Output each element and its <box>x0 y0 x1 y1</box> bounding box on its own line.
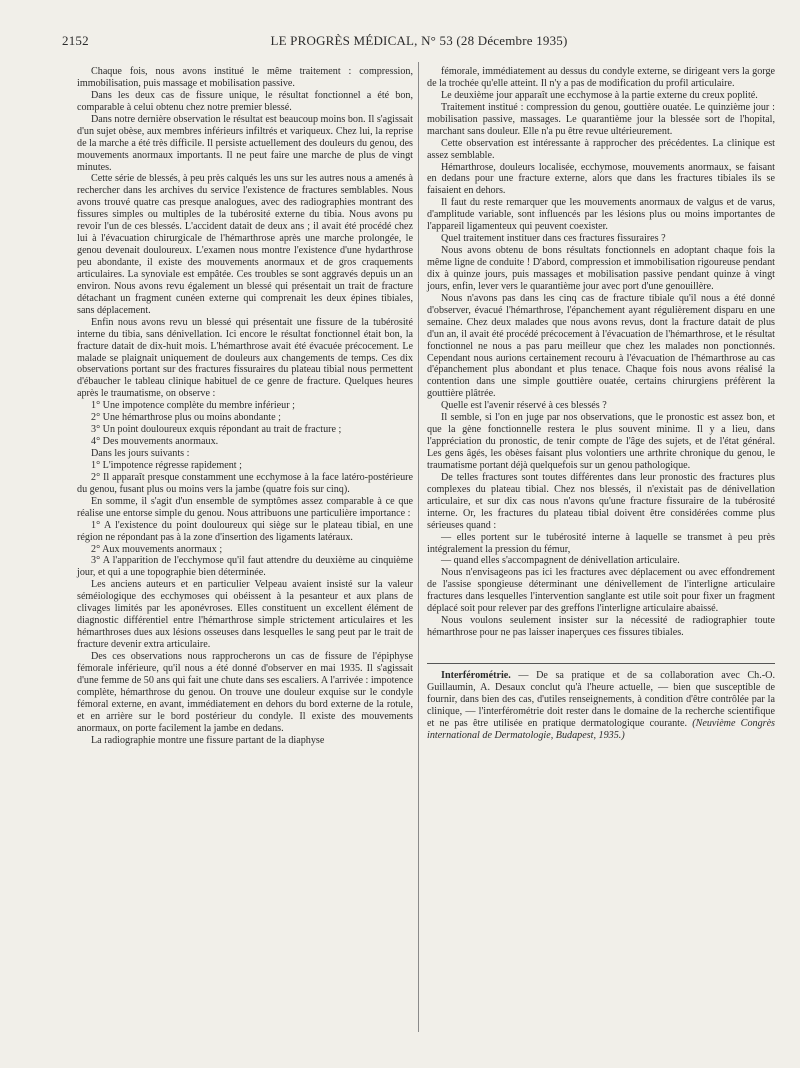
paragraph: Nous voulons seulement insister sur la nécessité de radiographier toute hémarthrose pour ne pas laisser inaperçues ces fissures tibiales. <box>427 615 775 639</box>
paragraph: Hémarthrose, douleurs localisée, ecchymose, mouvements anormaux, se faisant en dedans pour une fracture externe, alors que dans les fractures tibiales ils se faisaient en dehors. <box>427 161 775 197</box>
right-text-column <box>427 66 775 742</box>
paragraph: — elles portent sur le tubérosité interne à laquelle se transmet à peu près intégralement la pression du fémur, <box>427 531 775 555</box>
paragraph: Quel traitement instituer dans ces fractures fissuraires ? <box>441 233 666 245</box>
paragraph: Cette observation est intéressante à rapprocher des précédentes. La clinique est assez semblable. <box>427 137 775 161</box>
paragraph: Nous n'envisageons pas ici les fractures avec déplacement ou avec effondrement de l'assise spongieuse déterminant une dénivellement de l'interligne articulaire fractures dans lesquelles l'intervention sanglante est utile soit pour fixer un fragment déplacé soit pour relever par des greffons l'interligne articulaire abaissé. <box>427 567 775 615</box>
paragraph: 3° Un point douloureux exquis répondant au trait de fracture ; <box>91 424 342 436</box>
note-label: Interférométrie. <box>441 670 511 681</box>
paragraph: Les anciens auteurs et en particulier Velpeau avaient insisté sur la valeur séméiologique des ecchymoses qui obéissent à la pesanteur et aux plans de clivages limités par les aponévroses. Elles constituent un excellent élément de diagnostic différentiel entre l'hémarthrose simple strictement articulaires et les hémarthroses dues aux lésions osseuses dans lesquelles le sang peut par le trait de fracture devenir extra articulaire. <box>77 579 413 650</box>
left-text-column <box>77 66 413 746</box>
note-separator-rule <box>427 663 775 664</box>
paragraph: En somme, il s'agit d'un ensemble de symptômes assez comparable à ce que réalise une entorse simple du genou. Nous attribuons une particulière importance : <box>77 495 413 519</box>
note-text: — De sa pratique et de sa collaboration avec Ch.-O. Guillaumin, A. Desaux conclut qu'à l'heure actuelle, — bien que susceptible de fournir, dans bien des cas, d'utiles renseignements, à condition d'être contrôlée par la clinique, — l'interférométrie doit rester dans le domaine de la recherche scientifique et ne pas être utilisée en pratique dermatologique courante. <box>427 670 775 729</box>
paragraph: De telles fractures sont toutes différentes dans leur pronostic des fractures plus complexes du plateau tibial. Chez nos blessés, il n'existait pas de dénivellation articulaire, et sur dix cas nous n'avons qu'une fracture fissuraire de la tubérosité interne. Or, les fractures du plateau tibial doivent être considérées comme plus sérieuses quand : <box>427 471 775 531</box>
paragraph: Chaque fois, nous avons institué le même traitement : compression, immobilisation, puis massage et mobilisation passive. <box>77 66 413 89</box>
paragraph: Dans les jours suivants : <box>91 448 190 459</box>
right-paragraphs <box>427 66 775 639</box>
paragraph: 2° Il apparaît presque constamment une ecchymose à la face latéro-postérieure du genou, fusant plus ou moins vers la jambe (quatre fois sur cinq). <box>77 471 413 495</box>
paragraph: 1° L'impotence régresse rapidement ; <box>91 459 242 471</box>
page-header <box>62 33 776 51</box>
paragraph: Nous n'avons pas dans les cinq cas de fracture tibiale qu'il nous a été donné d'observer, évacué l'hémarthrose, l'épanchement ayant régulièrement disparu en une semaine. Chez deux malades que nous avons revus, dont la fracture datait de plus d'un an, il avait été procédé précocement à l'évacuation de l'hémarthrose, et le résultat fonctionnel ne nous a pas paru meilleur que chez les malades non ponctionnés. Cependant nous aurions certainement recouru à l'évacuation de l'hémarthrose au cas d'épanchement plus abondant et plus tenace. Chaque fois nous avons réalisé la contention dans une simple gouttière ouatée, certains chirurgiens préfèrent la gouttière plâtrée. <box>427 292 775 400</box>
paragraph: 2° Aux mouvements anormaux ; <box>91 543 223 555</box>
paragraph: Des ces observations nous rapprocherons un cas de fissure de l'épiphyse fémorale inférieure, qu'il nous a été donné d'observer en mai 1935. Il s'agissait d'une femme de 50 ans qui fait une chute dans ses escaliers. A l'arrivée : impotence complète, hémarthrose du genou. On trouve une douleur exquise sur le condyle fémoral externe, en avant, immédiatement en dehors du bord externe de la rotule, et en arrière sur le bord postérieur du condyle. Il existe des mouvements anormaux, on porte facilement la jambe en dedans. <box>77 650 413 734</box>
page-number: 2152 <box>62 33 89 48</box>
paragraph: Dans les deux cas de fissure unique, le résultat fonctionnel a été bon, comparable à celui obtenu chez notre premier blessé. <box>77 89 413 113</box>
paragraph: 1° A l'existence du point douloureux qui siège sur le plateau tibial, en une région ne répondant pas à la zone d'insertion des ligaments latéraux. <box>77 519 413 543</box>
paragraph: Dans notre dernière observation le résultat est beaucoup moins bon. Il s'agissait d'un sujet obèse, aux membres inférieurs infiltrés et variqueux. Chez lui, la reprise de la marche a été très difficile. Il persiste actuellement des douleurs du genou, des mouvements anormaux importants. Il ne peut faire une marche de plus de vingt minutes. <box>77 113 413 173</box>
note-source: (Neuvième Congrès international de Dermatologie, Budapest, 1935.) <box>427 717 776 741</box>
paragraph: Nous avons obtenu de bons résultats fonctionnels en adoptant chaque fois la même ligne de conduite ! D'abord, compression et immobilisation rigoureuse pendant dix à quinze jours, puis massages et mobilisation passive pendant quinze à vingt jours, enfin, lever vers le quarantième jour avec port d'une genouillère. <box>427 245 775 292</box>
paragraph: 4° Des mouvements anormaux. <box>91 436 219 448</box>
paragraph: Le deuxième jour apparaît une ecchymose à la partie externe du creux poplité. <box>441 89 758 101</box>
paragraph: Traitement institué : compression du genou, gouttière ouatée. Le quinzième jour : mobilisation passive, massages. Le quarantième jour la blessée sort de l'hopital, marchant sans douleur. Elle n'a pu être revue ultérieurement. <box>427 101 775 137</box>
column-divider <box>418 62 419 1032</box>
paragraph: 2° Une hémarthrose plus ou moins abondante ; <box>91 412 281 424</box>
paragraph: Il semble, si l'on en juge par nos observations, que le pronostic est assez bon, et que la gène fonctionnelle restera le plus souvent minime. Il y a lieu, dans l'appréciation du pronostic, de tenir compte de l'âge des sujets, et de l'état général. Les gens âgés, les obèses faisant plus volontiers une arthrite chronique du genou, le traumatisme portant déjà quelquefois sur un genou pathologique. <box>427 412 775 471</box>
paragraph: 1° Une impotence complète du membre inférieur ; <box>91 400 295 412</box>
paragraph: — quand elles s'accompagnent de dénivellation articulaire. <box>441 555 680 567</box>
paragraph: 3° A l'apparition de l'ecchymose qu'il faut attendre du deuxième au cinquième jour, et qui a une topographie bien déterminée. <box>77 555 413 579</box>
journal-running-title: LE PROGRÈS MÉDICAL, N° 53 (28 Décembre 1935) <box>270 33 568 48</box>
footnote-interferometrie <box>427 670 775 742</box>
paragraph: fémorale, immédiatement au dessus du condyle externe, se dirigeant vers la gorge de la trochée qu'elle atteint. Il n'y a pas de modification du profil articulaire. <box>427 66 775 89</box>
paragraph: La radiographie montre une fissure partant de la diaphyse <box>91 734 325 746</box>
paragraph: Il faut du reste remarquer que les mouvements anormaux de valgus et de varus, d'amplitude variable, sont influencés par les lésions plus ou moins importantes de l'appareil ligamenteux qui peuvent coexister. <box>427 197 775 233</box>
paragraph: Quelle est l'avenir réservé à ces blessés ? <box>441 400 607 412</box>
paragraph: Enfin nous avons revu un blessé qui présentait une fissure de la tubérosité interne du tibia, sans dénivellation. Ici encore le résultat fonctionnel était bon, la fracture datait de dix-huit mois. L'hémarthrose avait été évacuée précocement. Le malade se plaignait uniquement de douleurs aux changements de temps. Ces dix observations portant sur des fractures fissuraires du plateau tibial nous permettent d'ébaucher le tableau clinique habituel de ce genre de fracture. Quelques heures après le traumatisme, on observe : <box>77 316 413 400</box>
paragraph: Cette série de blessés, à peu près calqués les uns sur les autres nous a amenés à rechercher dans les archives du service l'existence de fractures semblables. Nous avons trouvé quatre cas presque analogues, avec des radiographies montrant des fissures simples ou multiples de la tubérosité externe du tibia. Nous avons pu revoir l'un de ces blessés. L'accident datait de deux ans ; il avait été procédé chez lui à l'évacuation chirurgicale de l'hémarthrose après une marche prolongée, le genou devenait douloureux. L'examen nous montre l'existence d'une hydarthrose peu abondante, il existe des mouvements anormaux et de gros craquements articulaires. La synoviale est empâtée. Ces troubles se sont aggravés depuis un an environ. Nous avons revu également un blessé qui présentait un trait de fracture détachant un fragment cunéen externe qui comprenait les deux épines tibiales, sans déplacement. <box>77 173 413 316</box>
